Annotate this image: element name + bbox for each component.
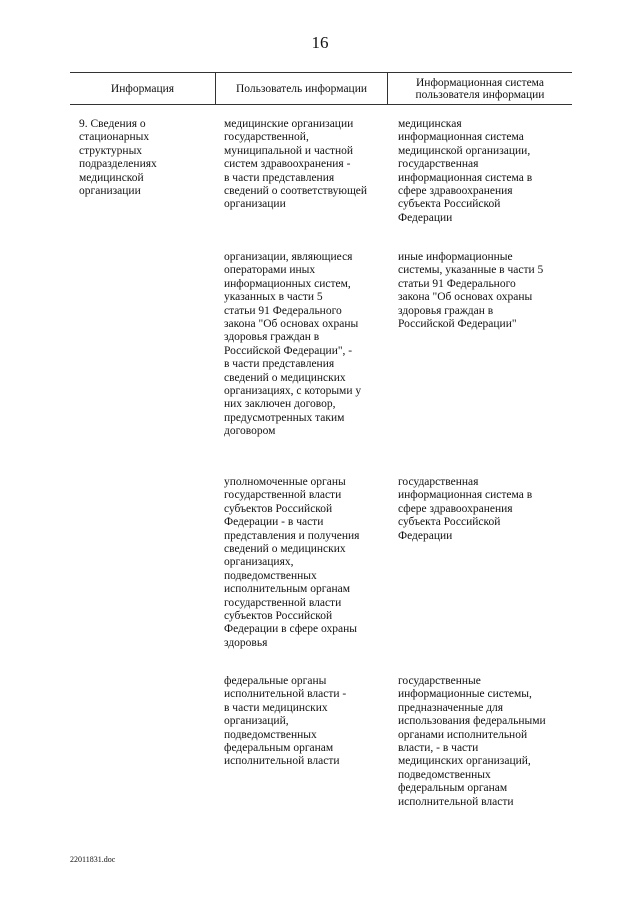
header-information: Информация xyxy=(110,82,175,95)
header-user: Пользователь информации xyxy=(215,73,387,104)
user-cell-1: медицинские организации государственной, муниципальной и частной систем здравоохранения - в части представления сведений о соответствующей организации xyxy=(224,118,368,211)
user-cell-4: федеральные органы исполнительной власти - в части медицинских организаций, подведомственных федеральным органам исполнительной власти xyxy=(224,675,347,768)
system-cell-1: медицинская информационная система медицинской организации, государственная информационная система в сфере здравоохранения субъекта Российской Федерации xyxy=(398,118,533,224)
information-cell: 9. Сведения о стационарных структурных подразделениях медицинской организации xyxy=(79,118,157,198)
system-cell-3: государственная информационная система в сфере здравоохранения субъекта Российской Федерации xyxy=(398,476,533,542)
page-number: 16 xyxy=(311,33,329,52)
system-cell-4: государственные информационные системы, предназначенные для использования федеральными органами исполнительной власти, - в части медицинских организаций, подведомственных федеральным органам исполнительной власти xyxy=(398,675,546,808)
table-header xyxy=(70,72,572,105)
document-footer: 22011831.doc xyxy=(70,855,116,864)
user-cell-3: уполномоченные органы государственной власти субъектов Российской Федерации - в части представления и получения сведений о медицинских организациях, подведомственных исполнительным органам государственной власти субъектов Российской Федерации в сфере охраны здоровья xyxy=(224,476,360,649)
header-system: Информационная система пользователя информации xyxy=(387,73,572,104)
system-cell-2: иные информационные системы, указанные в части 5 статьи 91 Федерального закона "Об основах охраны здоровья граждан в Российской Федерации" xyxy=(398,251,544,331)
user-cell-2: организации, являющиеся операторами иных информационных систем, указанных в части 5 статьи 91 Федерального закона "Об основах охраны здоровья граждан в Российской Федерации", - в части представления сведений о медицинских организациях, с которыми у них заключен договор, предусмотренных таким договором xyxy=(224,251,362,438)
